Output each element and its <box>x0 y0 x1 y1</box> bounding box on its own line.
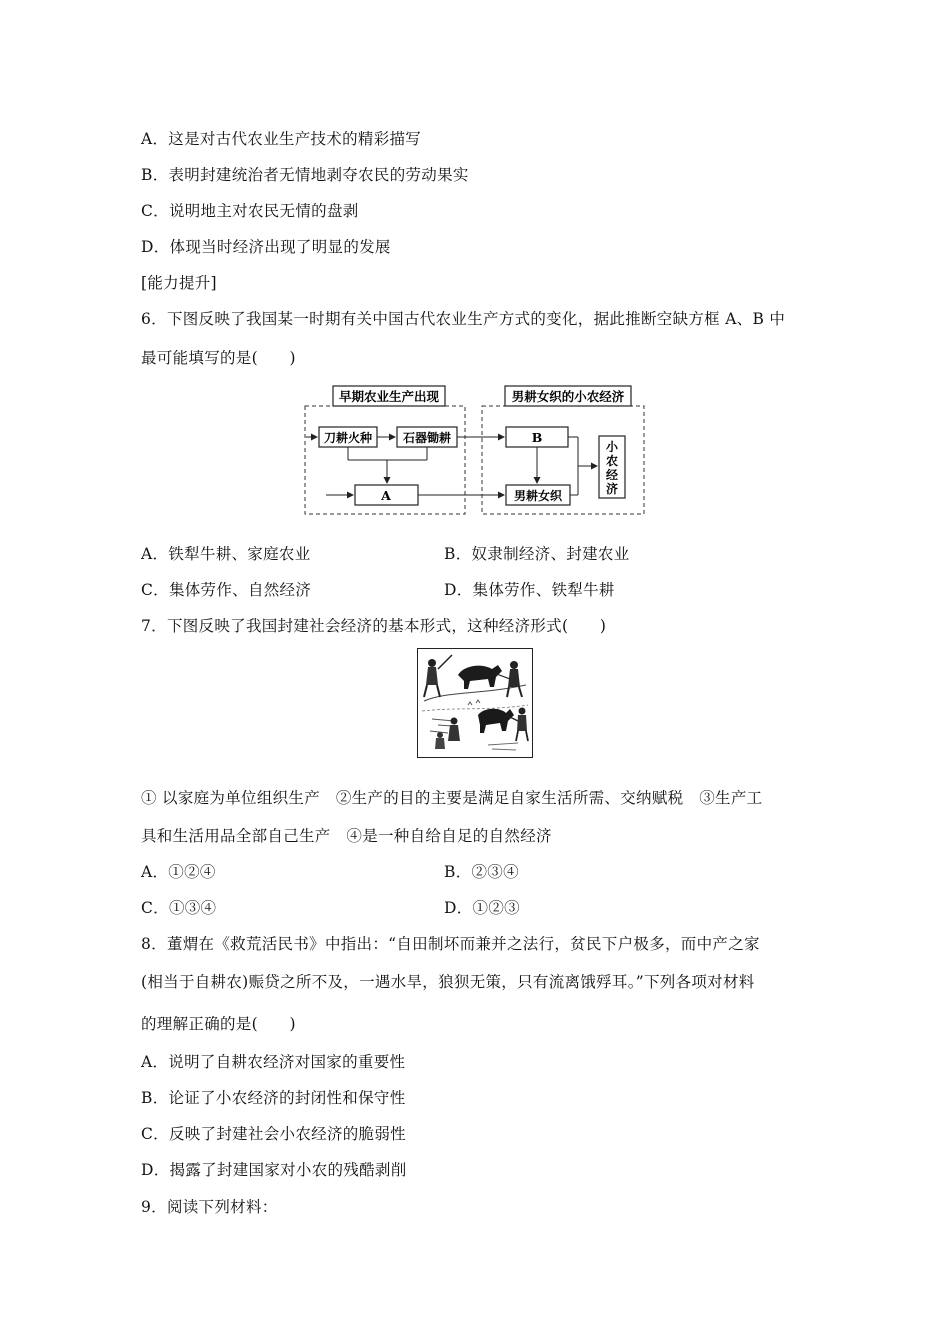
q9-stem: 9．阅读下列材料： <box>141 1198 278 1216</box>
box-small-farm-2: 经 <box>605 468 619 482</box>
q7-statements-line1: ① 以家庭为单位组织生产 ②生产的目的主要是满足自家生活所需、交纳赋税 ③生产工 <box>141 789 763 807</box>
q6-diagram <box>298 380 650 518</box>
box-small-farm-3: 济 <box>605 482 619 496</box>
q8-option-b: B．论证了小农经济的封闭性和保守性 <box>141 1089 406 1107</box>
box-b: B <box>531 430 543 445</box>
box-a: A <box>381 488 391 503</box>
q6-option-a: A．铁犁牛耕、家庭农业 <box>141 545 311 563</box>
q6-option-d: D．集体劳作、铁犁牛耕 <box>444 581 615 599</box>
q7-option-b: B．②③④ <box>444 863 519 881</box>
q7-option-d: D．①②③ <box>444 899 520 917</box>
q6-stem-line2: 最可能填写的是( ) <box>141 349 296 367</box>
q7-stem: 7．下图反映了我国封建社会经济的基本形式，这种经济形式( ) <box>141 617 607 635</box>
q5-option-d: D．体现当时经济出现了明显的发展 <box>141 238 391 256</box>
q5-option-a: A．这是对古代农业生产技术的精彩描写 <box>141 130 422 148</box>
q5-option-b: B．表明封建统治者无情地剥夺农民的劳动果实 <box>141 166 469 184</box>
q6-stem-line1: 6．下图反映了我国某一时期有关中国古代农业生产方式的变化，据此推断空缺方框 A、B 中 <box>141 310 786 328</box>
box-slash-burn: 刀耕火种 <box>323 431 373 445</box>
box-men-women: 男耕女织 <box>513 489 563 503</box>
left-group-title: 早期农业生产出现 <box>338 389 440 404</box>
farming-scene-image <box>417 648 533 758</box>
q8-stem-line1: 8．董煟在《救荒活民书》中指出：“自田制坏而兼并之法行，贫民下户极多，而中产之家 <box>141 935 760 953</box>
box-small-farm-0: 小 <box>605 440 619 454</box>
right-group-title: 男耕女织的小农经济 <box>511 389 625 404</box>
q8-option-c: C．反映了封建社会小农经济的脆弱性 <box>141 1125 406 1143</box>
q8-stem-line3: 的理解正确的是( ) <box>141 1015 296 1033</box>
q8-option-d: D．揭露了封建国家对小农的残酷剥削 <box>141 1161 407 1179</box>
q5-option-c: C．说明地主对农民无情的盘剥 <box>141 202 359 220</box>
q7-option-a: A．①②④ <box>141 863 216 881</box>
section-label: [能力提升] <box>141 274 217 292</box>
box-stone-tools: 石器锄耕 <box>402 431 452 445</box>
q8-option-a: A．说明了自耕农经济对国家的重要性 <box>141 1053 406 1071</box>
q8-stem-line2: (相当于自耕农)赈贷之所不及，一遇水旱，狼狈无策，只有流离饿殍耳。”下列各项对材料 <box>141 973 755 991</box>
box-small-farm-1: 农 <box>605 454 619 468</box>
q6-option-c: C．集体劳作、自然经济 <box>141 581 312 599</box>
q6-option-b: B．奴隶制经济、封建农业 <box>444 545 630 563</box>
q7-option-c: C．①③④ <box>141 899 217 917</box>
q7-statements-line2: 具和生活用品全部自己生产 ④是一种自给自足的自然经济 <box>141 827 552 845</box>
